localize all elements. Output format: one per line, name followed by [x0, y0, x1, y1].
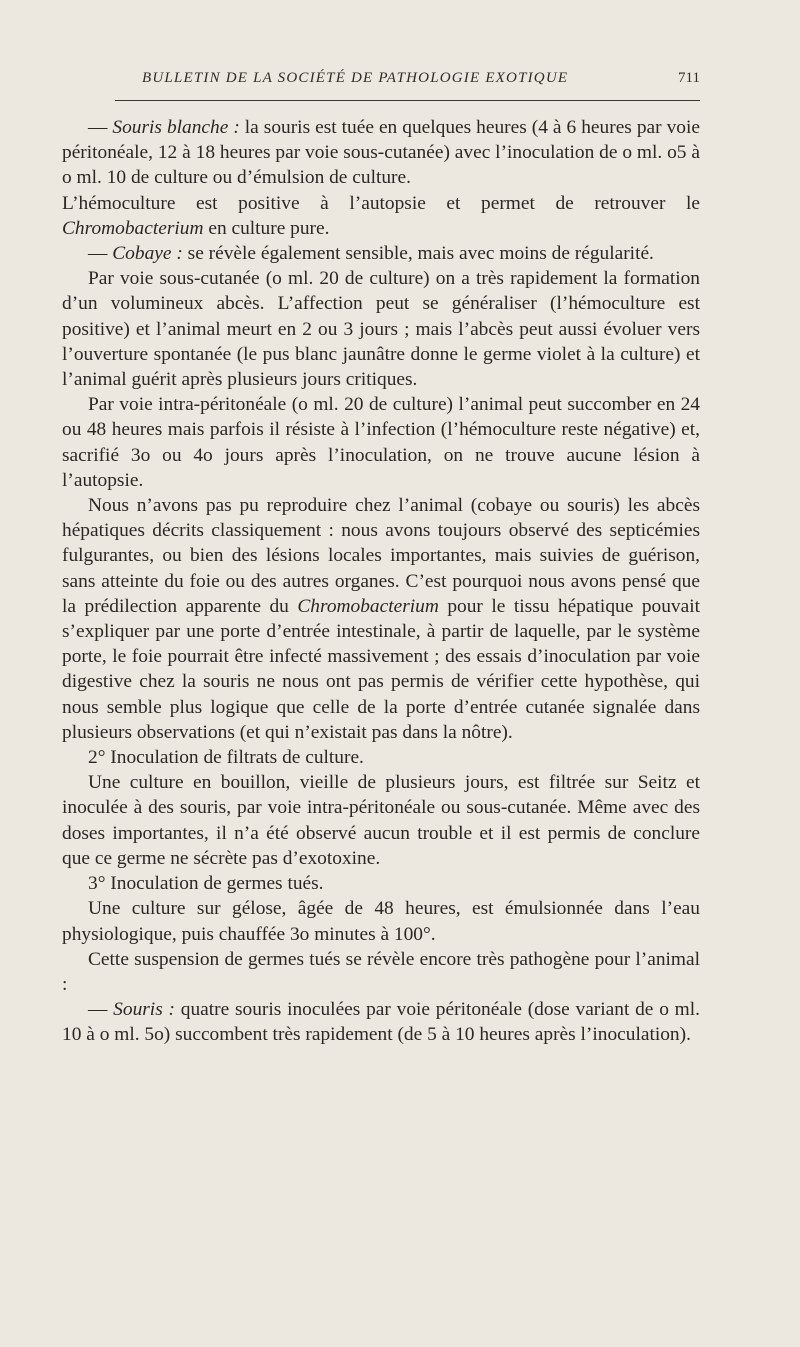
paragraph-suspension: Cette suspension de germes tués se révèle encore très pathogène pour l’animal : — [62, 948, 700, 995]
article-body — [62, 115, 700, 1048]
subject-label: Souris blanche : — [112, 117, 240, 138]
dash: — — [88, 243, 113, 265]
running-header — [62, 70, 700, 94]
journal-title: BULLETIN DE LA SOCIÉTÉ DE PATHOLOGIE EXOTIQUE — [142, 70, 569, 86]
paragraph-text: L’hémoculture est positive à l’autopsie et permet de retrouver le — [62, 192, 700, 214]
paragraph-souris — [62, 997, 700, 1047]
paragraph-gelose: Une culture sur gélose, âgée de 48 heures, est émulsionnée dans l’eau physiologique, puis chauffée 3o minutes à 100°. — [62, 898, 700, 945]
paragraph-text: Nous n’avons pas pu reproduire chez l’animal (cobaye ou souris) les abcès hépatiques décrits classiquement : nous avons toujours observé des septicémies fulgurantes, ou bien des lésions locales importantes, mais suivies de guérison, sans atteinte du foie ou des autres organes. C’est pourquoi nous avons pensé que la prédilection apparente du — [62, 495, 700, 617]
paragraph-text: quatre souris inoculées par voie péritonéale (dose variant de o ml. 10 à o ml. 5o) succombent très rapidement (de 5 à 10 heures après l’inoculation). — [62, 999, 700, 1046]
subject-label: Cobaye : — [112, 243, 183, 265]
dash: — — [88, 999, 114, 1021]
paragraph-text: en culture pure. — [203, 217, 330, 239]
paragraph-discussion — [62, 493, 700, 745]
paragraph-intra-peritoneale: Par voie intra-péritonéale (o ml. 20 de culture) l’animal peut succomber en 24 ou 48 heures mais parfois il résiste à l’infection (l’hémoculture reste négative) et, sacrifié 3o ou 4o jours après l’inoculation, on ne trouve aucune lésion à l’autopsie. — [62, 394, 700, 491]
paragraph-text: la souris est tuée en quelques heures (4 à 6 heures par voie péritonéale, 12 à 18 heures par voie sous-cutanée) avec l’inoculation de o ml. o5 à o ml. 10 de culture ou d’émulsion de culture. — [62, 117, 700, 189]
paragraph-sous-cutanee: Par voie sous-cutanée (o ml. 20 de culture) on a très rapidement la formation d’un volumineux abcès. L’affection peut se généraliser (l’hémoculture est positive) et l’animal meurt en 2 ou 3 jours ; mais l’abcès peut aussi évoluer vers l’ouverture spontanée (le pus blanc jaunâtre donne le germe violet à la culture) et l’animal guérit après plusieurs jours critiques. — [62, 268, 700, 391]
header-rule — [115, 100, 700, 101]
subject-label: Souris : — [113, 999, 175, 1021]
section-heading-filtrats: 2° Inoculation de filtrats de culture. — [88, 747, 364, 769]
paragraph-text: pour le tissu hépatique pouvait s’expliquer par une porte d’entrée intestinale, à partir de laquelle, par le système porte, le foie pourrait être infecté massivement ; des essais d’inoculation par voie digestive chez la souris ne nous ont pas permis de vérifier cette hypothèse, qui nous semble plus logique que celle de la porte d’entrée cutanée signalée dans plusieurs observations (et qui n’existait pas dans la nôtre). — [62, 595, 700, 743]
genus-name: Chromobacterium — [62, 217, 204, 239]
paragraph-souris-blanche — [62, 115, 700, 191]
page-number: 711 — [678, 70, 700, 86]
dash: — — [88, 117, 113, 138]
paragraph-filtrats: Une culture en bouillon, vieille de plusieurs jours, est filtrée sur Seitz et inoculée à des souris, par voie intra-péritonéale ou sous-cutanée. Même avec des doses importantes, il n’a été observé aucun trouble et il est permis de conclure que ce germe ne sécrète pas d’exotoxine. — [62, 772, 700, 869]
paragraph-hemoculture — [62, 191, 700, 241]
section-heading-germes-tues: 3° Inoculation de germes tués. — [88, 873, 324, 895]
paragraph-text: se révèle également sensible, mais avec moins de régularité. — [182, 243, 654, 265]
paragraph-cobaye — [62, 241, 700, 266]
genus-name: Chromobacterium — [297, 595, 439, 617]
